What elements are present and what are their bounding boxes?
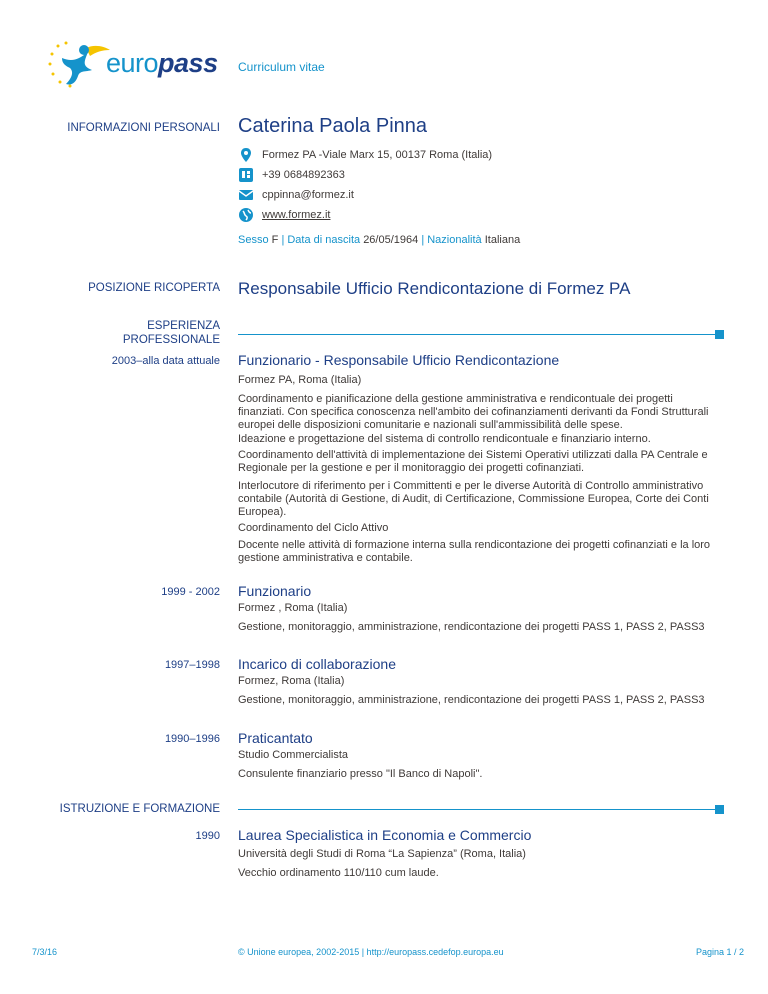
education-note: Vecchio ordinamento 110/110 cum laude. bbox=[238, 867, 439, 879]
globe-icon bbox=[238, 207, 254, 223]
sex-value: F bbox=[271, 234, 279, 246]
job-dates: 1990–1996 bbox=[164, 733, 220, 745]
job-title: Funzionario bbox=[238, 583, 312, 599]
footer-date: 7/3/16 bbox=[32, 947, 58, 957]
location-pin-icon bbox=[238, 147, 254, 163]
logo-text-euro: euro bbox=[106, 48, 159, 78]
contact-address bbox=[238, 147, 492, 163]
job-description: Coordinamento e pianificazione della gestione amministrativa e rendicontuale dei progetti finanziati. Con specifica conoscenza nell'ambito dei cofinanziamenti derivanti da Fondi Strutturali europei delle disposizioni comunitarie e nazionali sull'ammissibilità delle spese. bbox=[238, 393, 709, 431]
job-dates: 1997–1998 bbox=[164, 659, 220, 671]
job-title: Funzionario - Responsabile Ufficio Rendicontazione bbox=[238, 352, 560, 368]
contact-phone bbox=[238, 167, 345, 183]
section-divider-square bbox=[715, 805, 724, 814]
section-label-experience-line1: ESPERIENZA bbox=[147, 320, 220, 332]
section-divider bbox=[238, 809, 715, 810]
section-label-experience-line2: PROFESSIONALE bbox=[122, 334, 220, 346]
footer-copyright: © Unione europea, 2002-2015 | http://europass.cedefop.europa.eu bbox=[238, 947, 504, 957]
section-divider-square bbox=[715, 330, 724, 339]
job-description: Gestione, monitoraggio, amministrazione, rendicontazione dei progetti PASS 1, PASS 2, PASS3 bbox=[238, 694, 705, 706]
job-employer: Studio Commercialista bbox=[238, 749, 349, 761]
job-employer: Formez , Roma (Italia) bbox=[238, 602, 348, 614]
job-employer: Formez PA, Roma (Italia) bbox=[238, 374, 362, 386]
website-link[interactable]: www.formez.it bbox=[262, 209, 331, 221]
job-description: Docente nelle attività di formazione interna sulla rendicontazione dei progetti cofinanziati e la loro gestione amministrativa e contabile. bbox=[238, 539, 711, 564]
person-name: Caterina Paola Pinna bbox=[238, 115, 428, 137]
job-description: Ideazione e progettazione del sistema di controllo rendicontuale e finanziario interno. bbox=[238, 433, 651, 445]
dob-label: Data di nascita bbox=[287, 234, 361, 246]
footer-page-number: Pagina 1 / 2 bbox=[695, 947, 744, 957]
position-title: Responsabile Ufficio Rendicontazione di Formez PA bbox=[238, 279, 631, 298]
education-title: Laurea Specialistica in Economia e Commercio bbox=[238, 827, 532, 843]
separator: | bbox=[281, 234, 285, 246]
section-label-position: POSIZIONE RICOPERTA bbox=[88, 282, 220, 294]
job-employer: Formez, Roma (Italia) bbox=[238, 675, 345, 687]
contact-website bbox=[238, 207, 330, 223]
logo-text-pass: pass bbox=[158, 48, 218, 78]
contact-email bbox=[238, 187, 354, 203]
sex-label: Sesso bbox=[238, 234, 269, 246]
job-description: Coordinamento dell'attività di implementazione dei Sistemi Operativi utilizzati dalla PA Centrale e Regionale per la gestione e per il monitoraggio dei progetti cofinanziati. bbox=[238, 449, 708, 474]
nationality-label: Nazionalità bbox=[427, 234, 482, 246]
nationality-value: Italiana bbox=[484, 234, 521, 246]
separator: | bbox=[421, 234, 425, 246]
job-description: Coordinamento del Ciclo Attivo bbox=[238, 522, 389, 534]
job-description: Gestione, monitoraggio, amministrazione, rendicontazione dei progetti PASS 1, PASS 2, PASS3 bbox=[238, 621, 705, 633]
job-dates: 2003–alla data attuale bbox=[111, 355, 220, 367]
personal-details-line bbox=[238, 234, 520, 246]
section-label-personal: INFORMAZIONI PERSONALI bbox=[67, 122, 220, 134]
section-label-education: ISTRUZIONE E FORMAZIONE bbox=[59, 803, 220, 815]
phone-text: +39 0684892363 bbox=[262, 169, 345, 181]
section-divider bbox=[238, 334, 715, 335]
job-title: Praticantato bbox=[238, 730, 313, 746]
education-dates: 1990 bbox=[195, 830, 220, 842]
dob-value: 26/05/1964 bbox=[363, 234, 419, 246]
email-icon bbox=[238, 187, 254, 203]
email-text[interactable]: cppinna@formez.it bbox=[262, 189, 354, 201]
address-text: Formez PA -Viale Marx 15, 00137 Roma (Italia) bbox=[262, 149, 493, 161]
europass-logo bbox=[48, 40, 223, 88]
phone-icon bbox=[238, 167, 254, 183]
job-description: Interlocutore di riferimento per i Committenti e per le diverse Autorità di Controllo amministrativo contabile (Autorità di Gestione, di Audit, di Certificazione, Commissione Europea, Corte dei Conti Europea). bbox=[238, 480, 709, 518]
job-description: Consulente finanziario presso "Il Banco di Napoli". bbox=[238, 768, 483, 780]
doc-title: Curriculum vitae bbox=[238, 60, 325, 74]
education-institution: Università degli Studi di Roma “La Sapienza” (Roma, Italia) bbox=[238, 848, 526, 860]
job-title: Incarico di collaborazione bbox=[238, 656, 396, 672]
section-label-experience bbox=[0, 319, 220, 347]
job-dates: 1999 - 2002 bbox=[161, 586, 220, 598]
